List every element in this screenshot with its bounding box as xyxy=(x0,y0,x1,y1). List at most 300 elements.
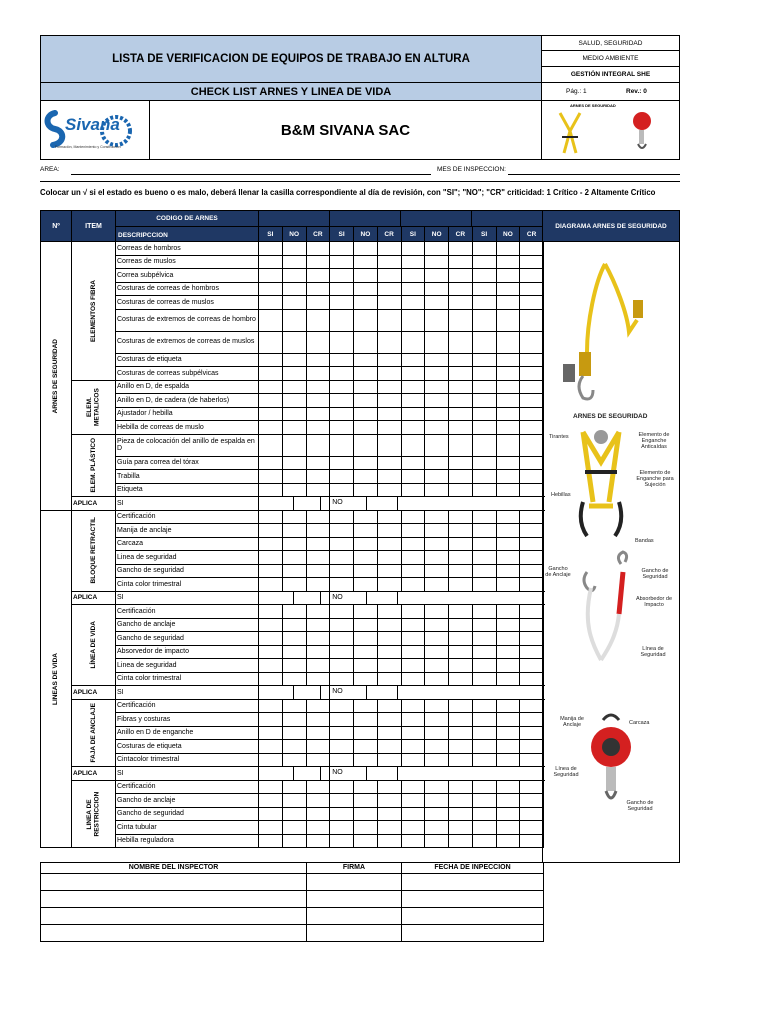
check-cell[interactable] xyxy=(330,331,354,353)
check-cell[interactable] xyxy=(377,780,401,794)
check-cell[interactable] xyxy=(425,367,449,381)
check-cell[interactable] xyxy=(282,296,306,310)
check-cell[interactable] xyxy=(330,456,354,470)
check-cell[interactable] xyxy=(354,578,378,592)
check-cell[interactable] xyxy=(520,645,544,659)
check-cell[interactable] xyxy=(330,255,354,269)
check-cell[interactable] xyxy=(259,367,283,381)
check-cell[interactable] xyxy=(330,672,354,686)
check-cell[interactable] xyxy=(282,551,306,565)
check-cell[interactable] xyxy=(520,537,544,551)
check-cell[interactable] xyxy=(330,645,354,659)
check-cell[interactable] xyxy=(449,296,473,310)
check-cell[interactable] xyxy=(472,282,496,296)
check-cell[interactable] xyxy=(306,807,330,821)
check-cell[interactable] xyxy=(306,331,330,353)
check-cell[interactable] xyxy=(377,407,401,421)
check-cell[interactable] xyxy=(377,713,401,727)
check-cell[interactable] xyxy=(472,713,496,727)
check-cell[interactable] xyxy=(449,632,473,646)
check-cell[interactable] xyxy=(449,524,473,538)
check-cell[interactable] xyxy=(425,524,449,538)
check-cell[interactable] xyxy=(449,407,473,421)
check-cell[interactable] xyxy=(330,753,354,767)
check-cell[interactable] xyxy=(354,510,378,524)
check-cell[interactable] xyxy=(520,380,544,394)
check-cell[interactable] xyxy=(401,618,425,632)
check-cell[interactable] xyxy=(377,380,401,394)
check-cell[interactable] xyxy=(425,564,449,578)
check-cell[interactable] xyxy=(401,367,425,381)
check-cell[interactable] xyxy=(496,578,520,592)
check-cell[interactable] xyxy=(354,834,378,848)
check-cell[interactable] xyxy=(282,309,306,331)
check-cell[interactable] xyxy=(520,456,544,470)
check-cell[interactable] xyxy=(330,564,354,578)
check-cell[interactable] xyxy=(425,537,449,551)
check-cell[interactable] xyxy=(520,726,544,740)
check-cell[interactable] xyxy=(259,407,283,421)
check-cell[interactable] xyxy=(282,421,306,435)
check-cell[interactable] xyxy=(472,699,496,713)
check-cell[interactable] xyxy=(425,331,449,353)
check-cell[interactable] xyxy=(472,309,496,331)
check-cell[interactable] xyxy=(472,632,496,646)
check-cell[interactable] xyxy=(377,659,401,673)
check-cell[interactable] xyxy=(330,524,354,538)
check-cell[interactable] xyxy=(496,605,520,619)
check-cell[interactable] xyxy=(401,780,425,794)
check-cell[interactable] xyxy=(306,564,330,578)
check-cell[interactable] xyxy=(282,659,306,673)
check-cell[interactable] xyxy=(377,578,401,592)
check-cell[interactable] xyxy=(306,470,330,484)
check-cell[interactable] xyxy=(259,456,283,470)
check-cell[interactable] xyxy=(520,296,544,310)
check-cell[interactable] xyxy=(496,807,520,821)
check-cell[interactable] xyxy=(282,699,306,713)
check-cell[interactable] xyxy=(306,407,330,421)
aplica-si-box[interactable] xyxy=(293,686,321,699)
check-cell[interactable] xyxy=(282,331,306,353)
check-cell[interactable] xyxy=(282,537,306,551)
check-cell[interactable] xyxy=(354,380,378,394)
check-cell[interactable] xyxy=(259,510,283,524)
check-cell[interactable] xyxy=(377,632,401,646)
check-cell[interactable] xyxy=(472,740,496,754)
check-cell[interactable] xyxy=(330,618,354,632)
check-cell[interactable] xyxy=(377,367,401,381)
firma-cell[interactable] xyxy=(307,891,402,908)
check-cell[interactable] xyxy=(282,807,306,821)
check-cell[interactable] xyxy=(401,434,425,456)
check-cell[interactable] xyxy=(354,780,378,794)
check-cell[interactable] xyxy=(306,456,330,470)
check-cell[interactable] xyxy=(425,713,449,727)
check-cell[interactable] xyxy=(472,645,496,659)
check-cell[interactable] xyxy=(330,380,354,394)
check-cell[interactable] xyxy=(401,331,425,353)
check-cell[interactable] xyxy=(520,551,544,565)
check-cell[interactable] xyxy=(354,672,378,686)
check-cell[interactable] xyxy=(259,309,283,331)
check-cell[interactable] xyxy=(282,353,306,367)
check-cell[interactable] xyxy=(472,394,496,408)
check-cell[interactable] xyxy=(425,407,449,421)
check-cell[interactable] xyxy=(520,421,544,435)
check-cell[interactable] xyxy=(520,713,544,727)
check-cell[interactable] xyxy=(425,551,449,565)
check-cell[interactable] xyxy=(330,713,354,727)
check-cell[interactable] xyxy=(306,659,330,673)
check-cell[interactable] xyxy=(330,834,354,848)
check-cell[interactable] xyxy=(282,645,306,659)
check-cell[interactable] xyxy=(520,821,544,835)
check-cell[interactable] xyxy=(330,407,354,421)
check-cell[interactable] xyxy=(377,551,401,565)
check-cell[interactable] xyxy=(330,605,354,619)
check-cell[interactable] xyxy=(401,551,425,565)
check-cell[interactable] xyxy=(354,309,378,331)
check-cell[interactable] xyxy=(496,740,520,754)
check-cell[interactable] xyxy=(354,807,378,821)
check-cell[interactable] xyxy=(282,470,306,484)
check-cell[interactable] xyxy=(259,834,283,848)
check-cell[interactable] xyxy=(472,618,496,632)
firma-cell[interactable] xyxy=(307,925,402,942)
check-cell[interactable] xyxy=(377,672,401,686)
check-cell[interactable] xyxy=(377,309,401,331)
check-cell[interactable] xyxy=(282,753,306,767)
check-cell[interactable] xyxy=(282,255,306,269)
check-cell[interactable] xyxy=(259,794,283,808)
check-cell[interactable] xyxy=(496,309,520,331)
check-cell[interactable] xyxy=(472,524,496,538)
check-cell[interactable] xyxy=(330,659,354,673)
check-cell[interactable] xyxy=(330,282,354,296)
check-cell[interactable] xyxy=(496,353,520,367)
check-cell[interactable] xyxy=(377,699,401,713)
check-cell[interactable] xyxy=(449,551,473,565)
check-cell[interactable] xyxy=(377,834,401,848)
check-cell[interactable] xyxy=(496,618,520,632)
check-cell[interactable] xyxy=(377,564,401,578)
check-cell[interactable] xyxy=(354,740,378,754)
check-cell[interactable] xyxy=(425,578,449,592)
check-cell[interactable] xyxy=(449,242,473,256)
check-cell[interactable] xyxy=(520,672,544,686)
check-cell[interactable] xyxy=(449,659,473,673)
check-cell[interactable] xyxy=(377,645,401,659)
check-cell[interactable] xyxy=(306,242,330,256)
check-cell[interactable] xyxy=(259,605,283,619)
check-cell[interactable] xyxy=(472,807,496,821)
check-cell[interactable] xyxy=(472,578,496,592)
check-cell[interactable] xyxy=(496,242,520,256)
check-cell[interactable] xyxy=(259,632,283,646)
check-cell[interactable] xyxy=(259,713,283,727)
check-cell[interactable] xyxy=(259,821,283,835)
check-cell[interactable] xyxy=(520,269,544,283)
check-cell[interactable] xyxy=(425,780,449,794)
check-cell[interactable] xyxy=(496,524,520,538)
check-cell[interactable] xyxy=(472,510,496,524)
check-cell[interactable] xyxy=(401,394,425,408)
check-cell[interactable] xyxy=(449,331,473,353)
check-cell[interactable] xyxy=(354,659,378,673)
aplica-si-checkbox[interactable] xyxy=(259,686,330,700)
check-cell[interactable] xyxy=(496,434,520,456)
check-cell[interactable] xyxy=(401,255,425,269)
check-cell[interactable] xyxy=(377,537,401,551)
check-cell[interactable] xyxy=(472,605,496,619)
check-cell[interactable] xyxy=(449,740,473,754)
check-cell[interactable] xyxy=(496,255,520,269)
check-cell[interactable] xyxy=(282,632,306,646)
check-cell[interactable] xyxy=(330,470,354,484)
check-cell[interactable] xyxy=(330,510,354,524)
check-cell[interactable] xyxy=(282,483,306,497)
check-cell[interactable] xyxy=(330,242,354,256)
check-cell[interactable] xyxy=(449,807,473,821)
check-cell[interactable] xyxy=(377,740,401,754)
check-cell[interactable] xyxy=(377,269,401,283)
check-cell[interactable] xyxy=(330,794,354,808)
check-cell[interactable] xyxy=(472,537,496,551)
check-cell[interactable] xyxy=(282,605,306,619)
check-cell[interactable] xyxy=(330,807,354,821)
check-cell[interactable] xyxy=(377,331,401,353)
check-cell[interactable] xyxy=(306,726,330,740)
check-cell[interactable] xyxy=(496,753,520,767)
check-cell[interactable] xyxy=(377,618,401,632)
aplica-si-checkbox[interactable] xyxy=(259,767,330,781)
check-cell[interactable] xyxy=(306,794,330,808)
check-cell[interactable] xyxy=(282,367,306,381)
check-cell[interactable] xyxy=(496,331,520,353)
aplica-si-box[interactable] xyxy=(293,592,321,605)
check-cell[interactable] xyxy=(330,740,354,754)
check-cell[interactable] xyxy=(259,807,283,821)
check-cell[interactable] xyxy=(354,726,378,740)
check-cell[interactable] xyxy=(425,794,449,808)
check-cell[interactable] xyxy=(377,434,401,456)
check-cell[interactable] xyxy=(354,699,378,713)
check-cell[interactable] xyxy=(496,367,520,381)
check-cell[interactable] xyxy=(377,242,401,256)
check-cell[interactable] xyxy=(282,564,306,578)
check-cell[interactable] xyxy=(520,753,544,767)
check-cell[interactable] xyxy=(425,421,449,435)
check-cell[interactable] xyxy=(354,753,378,767)
check-cell[interactable] xyxy=(496,726,520,740)
check-cell[interactable] xyxy=(401,605,425,619)
check-cell[interactable] xyxy=(259,659,283,673)
check-cell[interactable] xyxy=(259,578,283,592)
firma-cell[interactable] xyxy=(307,908,402,925)
check-cell[interactable] xyxy=(401,510,425,524)
check-cell[interactable] xyxy=(401,699,425,713)
check-cell[interactable] xyxy=(282,380,306,394)
check-cell[interactable] xyxy=(449,672,473,686)
check-cell[interactable] xyxy=(425,394,449,408)
check-cell[interactable] xyxy=(306,394,330,408)
check-cell[interactable] xyxy=(354,618,378,632)
aplica-si-checkbox[interactable] xyxy=(259,591,330,605)
check-cell[interactable] xyxy=(520,524,544,538)
check-cell[interactable] xyxy=(354,282,378,296)
check-cell[interactable] xyxy=(354,794,378,808)
check-cell[interactable] xyxy=(425,510,449,524)
check-cell[interactable] xyxy=(496,510,520,524)
codigo-cell-3[interactable] xyxy=(400,210,472,227)
check-cell[interactable] xyxy=(496,456,520,470)
check-cell[interactable] xyxy=(520,605,544,619)
check-cell[interactable] xyxy=(472,483,496,497)
check-cell[interactable] xyxy=(282,834,306,848)
check-cell[interactable] xyxy=(401,269,425,283)
check-cell[interactable] xyxy=(472,407,496,421)
check-cell[interactable] xyxy=(472,821,496,835)
check-cell[interactable] xyxy=(472,564,496,578)
check-cell[interactable] xyxy=(306,269,330,283)
check-cell[interactable] xyxy=(259,672,283,686)
check-cell[interactable] xyxy=(282,524,306,538)
check-cell[interactable] xyxy=(282,821,306,835)
check-cell[interactable] xyxy=(306,255,330,269)
check-cell[interactable] xyxy=(449,367,473,381)
check-cell[interactable] xyxy=(520,699,544,713)
check-cell[interactable] xyxy=(259,740,283,754)
check-cell[interactable] xyxy=(306,753,330,767)
check-cell[interactable] xyxy=(425,255,449,269)
check-cell[interactable] xyxy=(425,282,449,296)
check-cell[interactable] xyxy=(449,510,473,524)
check-cell[interactable] xyxy=(401,353,425,367)
check-cell[interactable] xyxy=(496,780,520,794)
check-cell[interactable] xyxy=(330,353,354,367)
check-cell[interactable] xyxy=(354,564,378,578)
fecha-cell[interactable] xyxy=(402,925,544,942)
check-cell[interactable] xyxy=(354,470,378,484)
check-cell[interactable] xyxy=(449,269,473,283)
check-cell[interactable] xyxy=(306,367,330,381)
check-cell[interactable] xyxy=(520,407,544,421)
check-cell[interactable] xyxy=(520,367,544,381)
check-cell[interactable] xyxy=(520,578,544,592)
check-cell[interactable] xyxy=(496,421,520,435)
check-cell[interactable] xyxy=(472,456,496,470)
check-cell[interactable] xyxy=(472,551,496,565)
check-cell[interactable] xyxy=(496,672,520,686)
check-cell[interactable] xyxy=(377,794,401,808)
check-cell[interactable] xyxy=(449,618,473,632)
check-cell[interactable] xyxy=(449,255,473,269)
check-cell[interactable] xyxy=(520,255,544,269)
check-cell[interactable] xyxy=(520,740,544,754)
check-cell[interactable] xyxy=(401,578,425,592)
check-cell[interactable] xyxy=(449,470,473,484)
check-cell[interactable] xyxy=(377,605,401,619)
check-cell[interactable] xyxy=(401,421,425,435)
check-cell[interactable] xyxy=(354,645,378,659)
check-cell[interactable] xyxy=(401,456,425,470)
check-cell[interactable] xyxy=(520,659,544,673)
check-cell[interactable] xyxy=(259,353,283,367)
check-cell[interactable] xyxy=(425,821,449,835)
check-cell[interactable] xyxy=(259,394,283,408)
check-cell[interactable] xyxy=(496,551,520,565)
check-cell[interactable] xyxy=(259,434,283,456)
check-cell[interactable] xyxy=(354,407,378,421)
check-cell[interactable] xyxy=(449,821,473,835)
inspector-cell[interactable] xyxy=(41,908,307,925)
check-cell[interactable] xyxy=(449,699,473,713)
check-cell[interactable] xyxy=(425,309,449,331)
check-cell[interactable] xyxy=(282,269,306,283)
check-cell[interactable] xyxy=(377,456,401,470)
check-cell[interactable] xyxy=(401,242,425,256)
check-cell[interactable] xyxy=(354,551,378,565)
check-cell[interactable] xyxy=(354,483,378,497)
check-cell[interactable] xyxy=(259,524,283,538)
aplica-no-box[interactable] xyxy=(366,686,398,699)
check-cell[interactable] xyxy=(354,394,378,408)
check-cell[interactable] xyxy=(306,537,330,551)
check-cell[interactable] xyxy=(354,367,378,381)
check-cell[interactable] xyxy=(496,564,520,578)
check-cell[interactable] xyxy=(425,672,449,686)
check-cell[interactable] xyxy=(401,632,425,646)
check-cell[interactable] xyxy=(306,699,330,713)
check-cell[interactable] xyxy=(401,564,425,578)
aplica-si-box[interactable] xyxy=(293,497,321,510)
check-cell[interactable] xyxy=(282,434,306,456)
check-cell[interactable] xyxy=(401,659,425,673)
fecha-cell[interactable] xyxy=(402,874,544,891)
check-cell[interactable] xyxy=(282,780,306,794)
check-cell[interactable] xyxy=(354,269,378,283)
check-cell[interactable] xyxy=(449,578,473,592)
check-cell[interactable] xyxy=(401,282,425,296)
inspector-cell[interactable] xyxy=(41,891,307,908)
check-cell[interactable] xyxy=(449,282,473,296)
check-cell[interactable] xyxy=(472,380,496,394)
check-cell[interactable] xyxy=(449,713,473,727)
check-cell[interactable] xyxy=(449,794,473,808)
aplica-no-box[interactable] xyxy=(366,497,398,510)
check-cell[interactable] xyxy=(306,713,330,727)
check-cell[interactable] xyxy=(259,483,283,497)
check-cell[interactable] xyxy=(259,753,283,767)
check-cell[interactable] xyxy=(306,296,330,310)
check-cell[interactable] xyxy=(425,605,449,619)
check-cell[interactable] xyxy=(330,551,354,565)
area-field[interactable] xyxy=(71,174,431,175)
check-cell[interactable] xyxy=(354,524,378,538)
check-cell[interactable] xyxy=(472,794,496,808)
check-cell[interactable] xyxy=(472,331,496,353)
check-cell[interactable] xyxy=(377,421,401,435)
check-cell[interactable] xyxy=(401,537,425,551)
check-cell[interactable] xyxy=(401,407,425,421)
check-cell[interactable] xyxy=(401,380,425,394)
check-cell[interactable] xyxy=(520,834,544,848)
check-cell[interactable] xyxy=(377,282,401,296)
check-cell[interactable] xyxy=(354,605,378,619)
check-cell[interactable] xyxy=(306,524,330,538)
check-cell[interactable] xyxy=(520,282,544,296)
